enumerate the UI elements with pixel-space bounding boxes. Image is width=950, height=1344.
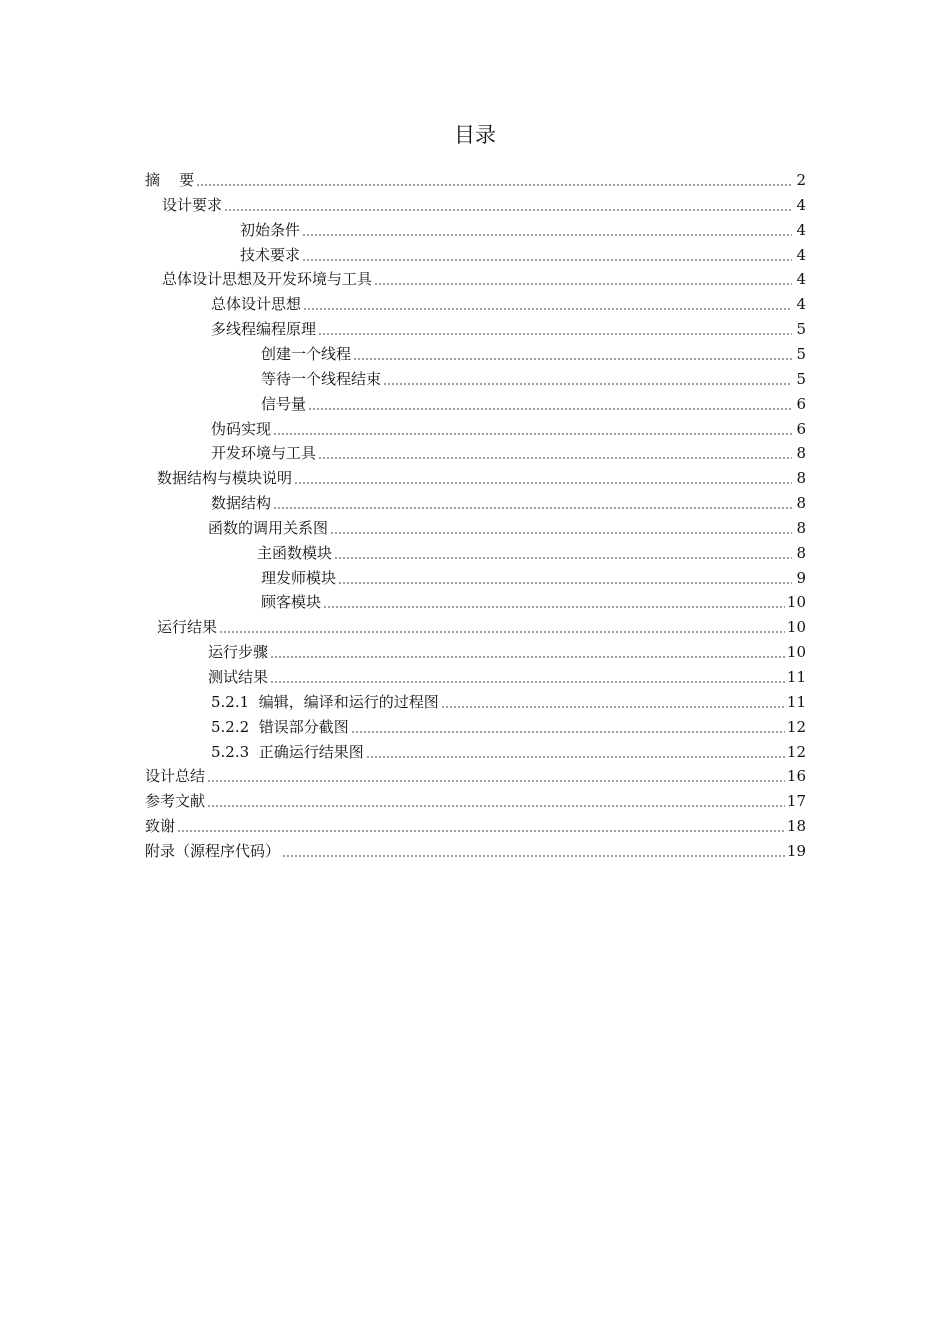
toc-entry[interactable] (257, 541, 806, 563)
toc-entry-page-number: 5 (796, 344, 806, 363)
toc-entry[interactable] (145, 789, 806, 811)
toc-dot-leader (270, 681, 785, 683)
toc-entry-label: 等待一个线程结束 (261, 369, 382, 388)
toc-entry[interactable] (211, 317, 806, 339)
toc-entry[interactable] (208, 640, 806, 662)
toc-entry-page-number: 8 (796, 494, 806, 513)
toc-entry-label: 数据结构与模块说明 (157, 469, 293, 488)
toc-entry-page-number: 8 (796, 518, 806, 537)
toc-entry[interactable] (211, 441, 806, 463)
toc-dot-leader (294, 482, 792, 484)
toc-dot-leader (302, 259, 792, 261)
toc-entry[interactable] (162, 193, 806, 215)
toc-dot-leader (302, 234, 792, 236)
toc-dot-leader (323, 606, 785, 608)
toc-entry[interactable] (240, 243, 806, 265)
toc-entry-page-number: 17 (786, 792, 806, 811)
toc-entry[interactable] (261, 342, 806, 364)
toc-dot-leader (441, 706, 785, 708)
toc-dot-leader (219, 631, 785, 633)
toc-entry-page-number: 16 (786, 767, 806, 786)
toc-entry-page-number: 5 (796, 320, 806, 339)
toc-entry-page-number: 4 (796, 195, 806, 214)
toc-dot-leader (351, 731, 785, 733)
toc-entry-page-number: 5 (796, 369, 806, 388)
toc-entry-page-number: 12 (786, 717, 806, 736)
toc-entry-page-number: 10 (786, 643, 806, 662)
toc-entry-page-number: 10 (786, 618, 806, 637)
toc-dot-leader (330, 532, 792, 534)
toc-entry-label: 运行结果 (157, 618, 218, 637)
toc-dot-leader (207, 780, 785, 782)
toc-entry-page-number: 11 (786, 668, 806, 686)
toc-entry-page-number: 19 (786, 841, 806, 860)
toc-entry-label: 设计总结 (145, 767, 206, 786)
toc-entry-label: 5.2.3 正确运行结果图 (211, 742, 364, 761)
toc-entry[interactable] (145, 839, 806, 861)
toc-entry[interactable] (240, 218, 806, 240)
toc-dot-leader (353, 358, 792, 360)
toc-entry[interactable] (211, 417, 806, 439)
toc-entry[interactable] (261, 367, 806, 389)
toc-entry-label: 摘 要 (145, 171, 195, 189)
toc-entry-page-number: 4 (796, 245, 806, 264)
toc-entry-page-number: 12 (786, 742, 806, 761)
toc-entry-label: 测试结果 (208, 668, 269, 686)
toc-entry-page-number: 6 (796, 419, 806, 438)
toc-entry-label: 函数的调用关系图 (208, 518, 329, 537)
toc-entry[interactable] (145, 168, 806, 190)
toc-entry-label: 技术要求 (240, 245, 301, 264)
toc-entry-page-number: 4 (796, 270, 806, 289)
toc-entry-label: 数据结构 (211, 494, 272, 513)
toc-dot-leader (282, 855, 785, 857)
toc-dot-leader (303, 308, 792, 310)
toc-dot-leader (334, 557, 792, 559)
toc-entry-label: 伪码实现 (211, 419, 272, 438)
toc-entry-label: 多线程编程原理 (211, 320, 317, 339)
toc-entry-label: 顾客模块 (261, 593, 322, 612)
toc-entry-label: 总体设计思想 (211, 295, 302, 314)
toc-dot-leader (383, 383, 792, 385)
toc-dot-leader (224, 209, 792, 211)
toc-entry-page-number: 4 (796, 220, 806, 239)
toc-entry[interactable] (208, 665, 806, 687)
toc-entry-page-number: 4 (796, 295, 806, 314)
toc-dot-leader (318, 457, 792, 459)
toc-entry-label: 5.2.1 编辑，编译和运行的过程图 (211, 692, 439, 711)
toc-entry-page-number: 8 (796, 444, 806, 463)
toc-entry-page-number: 8 (796, 543, 806, 562)
page-title: 目录 (454, 123, 496, 147)
toc-dot-leader (177, 830, 785, 832)
toc-entry-page-number: 9 (796, 568, 806, 587)
toc-entry[interactable] (261, 392, 806, 414)
toc-entry-label: 主函数模块 (257, 543, 333, 562)
toc-entry[interactable] (211, 740, 806, 762)
toc-dot-leader (207, 805, 785, 807)
toc-entry[interactable] (145, 814, 806, 836)
toc-entry-page-number: 18 (786, 817, 806, 836)
toc-entry-page-number: 8 (796, 469, 806, 488)
toc-entry[interactable] (208, 516, 806, 538)
toc-entry-label: 创建一个线程 (261, 344, 352, 363)
toc-entry-label: 总体设计思想及开发环境与工具 (162, 270, 373, 289)
toc-dot-leader (308, 408, 792, 410)
toc-dot-leader (338, 582, 792, 584)
toc-entry[interactable] (162, 267, 806, 289)
toc-dot-leader (374, 283, 792, 285)
toc-entry[interactable] (211, 292, 806, 314)
toc-entry[interactable] (261, 566, 806, 588)
toc-dot-leader (270, 656, 785, 658)
toc-dot-leader (273, 507, 792, 509)
toc-entry[interactable] (261, 590, 806, 612)
toc-entry[interactable] (211, 690, 806, 712)
toc-dot-leader (273, 433, 792, 435)
toc-entry-label: 5.2.2 错误部分截图 (211, 717, 349, 736)
toc-entry-label: 初始条件 (240, 220, 301, 239)
toc-entry-label: 参考文献 (145, 792, 206, 811)
toc-entry-page-number: 6 (796, 394, 806, 413)
toc-entry-page-number: 2 (796, 171, 806, 189)
toc-dot-leader (318, 333, 792, 335)
toc-entry[interactable] (145, 764, 806, 786)
toc-entry[interactable] (211, 715, 806, 737)
toc-entry-label: 信号量 (261, 394, 307, 413)
toc-entry-label: 理发师模块 (261, 568, 337, 587)
toc-entry-label: 致谢 (145, 817, 176, 836)
toc-entry-page-number: 11 (786, 692, 806, 711)
toc-entry-label: 运行步骤 (208, 643, 269, 662)
toc-entry[interactable] (157, 615, 806, 637)
toc-entry-label: 设计要求 (162, 195, 223, 214)
toc-entry-label: 附录（源程序代码） (145, 841, 281, 860)
toc-entry[interactable] (157, 466, 806, 488)
toc-entry-page-number: 10 (786, 593, 806, 612)
toc-entry[interactable] (211, 491, 806, 513)
toc-dot-leader (366, 756, 785, 758)
toc-entry-label: 开发环境与工具 (211, 444, 317, 463)
toc-dot-leader (196, 184, 792, 186)
